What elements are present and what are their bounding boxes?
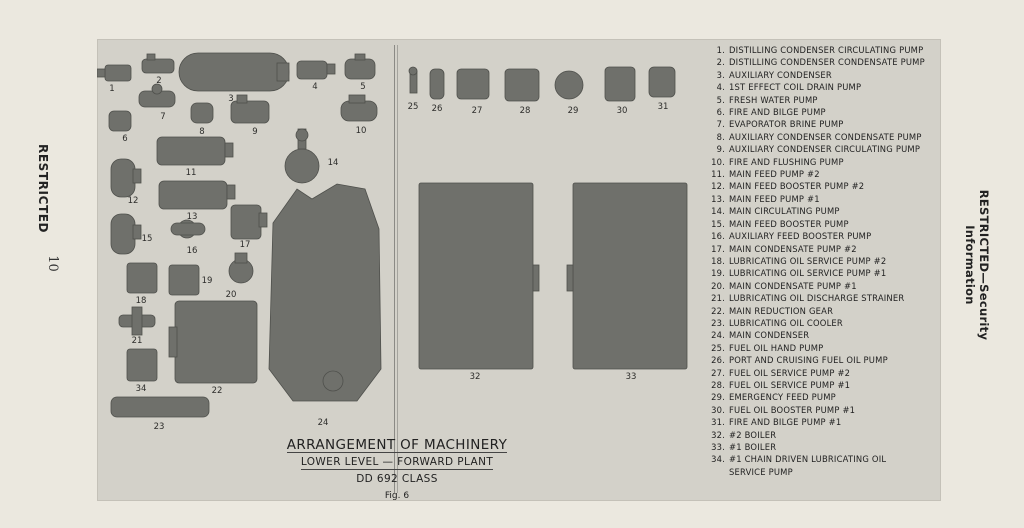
legend-item [705, 44, 941, 56]
legend-item [705, 81, 941, 93]
legend-num: 10. [711, 156, 725, 167]
legend-text: MAIN FEED BOOSTER PUMP [729, 218, 849, 229]
machine-34 [127, 349, 157, 381]
machine-12 [111, 159, 141, 197]
legend-num: 11. [711, 169, 725, 180]
legend-text: 1ST EFFECT COIL DRAIN PUMP [729, 82, 862, 93]
legend-text: AUXILIARY CONDENSER CIRCULATING PUMP [729, 144, 921, 155]
legend-text: FUEL OIL SERVICE PUMP #2 [729, 367, 851, 378]
machine-21 [119, 307, 155, 335]
machine-label: 4 [312, 82, 318, 92]
legend-item [705, 243, 941, 255]
legend-text: MAIN FEED PUMP #1 [729, 193, 820, 204]
machine-label: 28 [519, 106, 531, 116]
figure-class: DD 692 CLASS [356, 473, 438, 485]
legend-item [705, 230, 941, 242]
machine-label: 23 [153, 422, 165, 432]
machine-15 [111, 214, 141, 254]
legend-text: LUBRICATING OIL DISCHARGE STRAINER [729, 293, 905, 304]
legend-item [705, 69, 941, 81]
legend-num: 1. [716, 45, 725, 55]
legend-continuation: SERVICE PUMP [729, 466, 793, 477]
legend-item [705, 255, 941, 267]
legend-item [705, 379, 941, 391]
machine-1 [97, 65, 131, 81]
machine-label: 11 [185, 168, 197, 178]
machine-5 [345, 54, 375, 79]
legend-num: 13. [711, 193, 725, 204]
machine-label: 5 [360, 82, 366, 92]
machine-label: 33 [625, 372, 637, 382]
legend-text: AUXILIARY FEED BOOSTER PUMP [729, 231, 872, 242]
machine-14 [285, 129, 319, 183]
legend-item [705, 56, 941, 68]
legend-num: 31. [711, 417, 725, 428]
machine-label: 27 [471, 106, 483, 116]
machine-label: 32 [469, 372, 481, 382]
legend-num: 9. [716, 144, 725, 155]
legend-item [705, 391, 941, 403]
legend-text: FIRE AND BILGE PUMP #1 [729, 417, 842, 428]
legend-num: 14. [711, 206, 725, 217]
machine-label: 1 [109, 84, 115, 94]
right-margin-stamp: RESTRICTED—Security Information [963, 189, 991, 341]
legend-item [705, 367, 941, 379]
machine-17 [231, 205, 267, 239]
legend-num: 27. [711, 367, 725, 378]
legend-num: 7. [716, 119, 725, 130]
legend-item [705, 205, 941, 217]
legend-num: 21. [711, 293, 725, 304]
machinery-plate [97, 39, 941, 501]
legend-text: FRESH WATER PUMP [729, 94, 818, 105]
machine-label: 13 [186, 212, 198, 222]
legend-item [705, 94, 941, 106]
page-number: 10 [44, 255, 60, 272]
machine-30 [605, 67, 635, 101]
machine-label: 3 [228, 94, 234, 104]
legend-num: 26. [711, 355, 725, 366]
legend-num: 18. [711, 255, 725, 266]
legend-item [705, 193, 941, 205]
figure-caption [257, 437, 537, 503]
legend-item [705, 317, 941, 329]
machine-11 [157, 137, 233, 165]
machine-23 [111, 397, 209, 417]
machine-label: 14 [327, 158, 339, 168]
legend-num: 12. [711, 181, 725, 192]
legend-num: 5. [716, 94, 725, 105]
legend-item [705, 180, 941, 192]
machine-4 [297, 61, 335, 79]
legend-item [705, 329, 941, 341]
legend-text: MAIN FEED BOOSTER PUMP #2 [729, 181, 865, 192]
legend-text: #2 BOILER [729, 429, 777, 440]
machine-label: 24 [317, 418, 329, 428]
machine-27 [457, 69, 489, 99]
legend-text: LUBRICATING OIL COOLER [729, 317, 843, 328]
legend-text: EMERGENCY FEED PUMP [729, 392, 836, 403]
machine-13 [159, 181, 235, 209]
legend-text: FUEL OIL BOOSTER PUMP #1 [729, 404, 856, 415]
legend-num: 17. [711, 243, 725, 254]
machine-28 [505, 69, 539, 101]
legend-text: MAIN CONDENSATE PUMP #1 [729, 280, 857, 291]
legend-item [705, 354, 941, 366]
legend-item [705, 106, 941, 118]
legend-item [705, 404, 941, 416]
legend-num: 19. [711, 268, 725, 279]
legend-num: 29. [711, 392, 725, 403]
machine-10 [341, 95, 377, 121]
legend-text: #1 BOILER [729, 442, 777, 452]
machine-label: 9 [252, 127, 258, 137]
legend-num: 32. [711, 429, 725, 440]
legend-num: 4. [716, 82, 725, 93]
legend-num: 3. [716, 69, 725, 80]
legend-num: 2. [716, 57, 725, 68]
machine-6 [109, 111, 131, 131]
legend-num: 15. [711, 218, 725, 229]
legend-item [705, 118, 941, 130]
machine-label: 6 [122, 134, 128, 144]
machine-24 [269, 184, 381, 401]
left-margin-stamp: RESTRICTED [36, 144, 50, 234]
machine-label: 10 [355, 126, 367, 136]
machine-label: 25 [407, 102, 419, 112]
legend-item [705, 342, 941, 354]
legend-item [705, 156, 941, 168]
machine-label: 18 [135, 296, 147, 306]
boiler-1 [567, 183, 687, 369]
legend-text: AUXILIARY CONDENSER [729, 69, 832, 80]
legend-item [705, 453, 941, 465]
machine-label: 22 [211, 386, 223, 396]
legend-text: DISTILLING CONDENSER CIRCULATING PUMP [729, 45, 924, 55]
legend-text: EVAPORATOR BRINE PUMP [729, 119, 844, 130]
legend-text: AUXILIARY CONDENSER CONDENSATE PUMP [729, 131, 922, 142]
figure-number: Fig. 6 [384, 491, 410, 501]
legend-text: MAIN CONDENSATE PUMP #2 [729, 243, 857, 254]
legend-text: PORT AND CRUISING FUEL OIL PUMP [729, 355, 888, 366]
machine-label: 31 [657, 102, 669, 112]
machine-16 [171, 220, 205, 238]
legend-text: DISTILLING CONDENSER CONDENSATE PUMP [729, 57, 925, 68]
legend-text: LUBRICATING OIL SERVICE PUMP #2 [729, 255, 887, 266]
legend-num: 25. [711, 342, 725, 353]
machine-22 [169, 301, 257, 383]
machine-label: 2 [156, 76, 162, 86]
legend-item [705, 267, 941, 279]
machine-31 [649, 67, 675, 97]
legend-text: FIRE AND BILGE PUMP [729, 107, 826, 118]
legend-item [705, 441, 941, 453]
boiler-2 [419, 183, 539, 369]
legend-text: FUEL OIL SERVICE PUMP #1 [729, 379, 851, 390]
legend-item [705, 416, 941, 428]
legend-item [705, 168, 941, 180]
legend-num: 20. [711, 280, 725, 291]
machine-7 [139, 84, 175, 107]
machine-label: 26 [431, 104, 443, 114]
machine-26 [430, 69, 444, 99]
machine-label: 29 [567, 106, 579, 116]
legend-item [705, 292, 941, 304]
machine-3 [179, 53, 289, 91]
machine-9 [231, 95, 269, 123]
machine-label: 30 [616, 106, 628, 116]
legend-num: 22. [711, 305, 725, 316]
machine-label: 7 [160, 112, 166, 122]
legend-text: MAIN FEED PUMP #2 [729, 169, 820, 180]
legend-item [705, 280, 941, 292]
machine-label: 21 [131, 336, 143, 346]
machine-8 [191, 103, 213, 123]
legend-text: MAIN REDUCTION GEAR [729, 305, 834, 316]
machine-label: 34 [135, 384, 147, 394]
legend-num: 30. [711, 404, 725, 415]
machine-label: 17 [239, 240, 251, 250]
legend-num: 33. [711, 442, 725, 452]
legend-num: 8. [716, 131, 725, 142]
machine-29 [555, 71, 583, 99]
legend-num: 24. [711, 330, 725, 341]
machine-label: 15 [141, 234, 153, 244]
legend-item [705, 131, 941, 143]
legend-num: 6. [716, 107, 725, 118]
legend-item [705, 429, 941, 441]
machine-2 [142, 54, 174, 73]
machine-25 [409, 67, 417, 93]
legend-num: 23. [711, 317, 725, 328]
legend-item [705, 218, 941, 230]
machine-label: 12 [127, 196, 139, 206]
machine-18 [127, 263, 157, 293]
machine-label: 16 [186, 246, 198, 256]
machine-label: 8 [199, 127, 205, 137]
legend-item [705, 305, 941, 317]
machine-label: 20 [225, 290, 237, 300]
legend-text: LUBRICATING OIL SERVICE PUMP #1 [729, 268, 887, 279]
legend-text: #1 CHAIN DRIVEN LUBRICATING OIL [729, 454, 887, 465]
legend-num: 28. [711, 379, 725, 390]
machine-label: 19 [201, 276, 213, 286]
legend-text: MAIN CONDENSER [729, 330, 810, 341]
machine-19 [169, 265, 199, 295]
figure-title: ARRANGEMENT OF MACHINERY [286, 437, 508, 453]
legend-num: 16. [711, 231, 725, 242]
machine-20 [229, 253, 253, 283]
legend-item [705, 143, 941, 155]
legend-text: FUEL OIL HAND PUMP [729, 342, 824, 353]
machinery-legend [705, 44, 941, 478]
legend-text: MAIN CIRCULATING PUMP [729, 206, 840, 217]
legend-text: FIRE AND FLUSHING PUMP [729, 156, 844, 167]
figure-subtitle: LOWER LEVEL — FORWARD PLANT [300, 456, 494, 468]
legend-num: 34. [711, 454, 725, 465]
